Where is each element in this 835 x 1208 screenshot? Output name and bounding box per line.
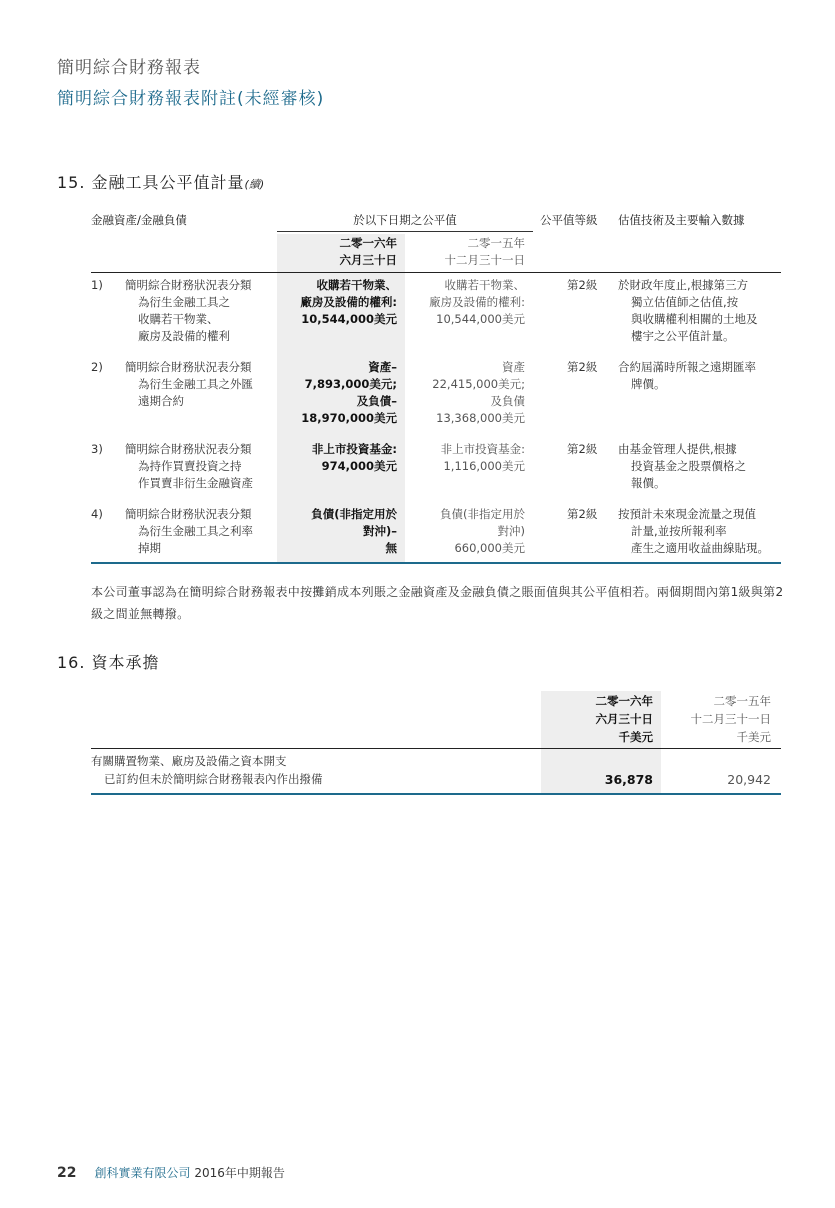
row-3-tech-3: 報價。: [631, 476, 666, 490]
row-2-2016-value-4: 18,970,000美元: [301, 411, 397, 425]
col-2015-date-1: 二零一五年: [467, 236, 525, 250]
row-2-tech-1: 合約屆滿時所報之遠期匯率: [618, 360, 756, 374]
row-1-2015-value-1: 收購若干物業、: [444, 278, 525, 292]
row-2-2015-value-2: 22,415,000美元;: [432, 377, 525, 391]
commitment-label-2: 已訂約但未於簡明綜合財務報表內作出撥備: [104, 772, 323, 786]
commitment-label-1: 有關購置物業、廠房及設備之資本開支: [91, 754, 287, 768]
row-1-desc-3: 收購若干物業、: [138, 312, 219, 326]
row-2-2016-value-2: 7,893,000美元;: [304, 377, 397, 391]
row-4-2016-value-2: 對沖)–: [362, 524, 397, 538]
row-2-2015-value-3: 及負債: [490, 394, 525, 408]
row-3-2015-value-1: 非上市投資基金:: [440, 442, 525, 456]
commit-col-2016-3: 千美元: [618, 730, 653, 744]
fair-value-header-rule: [277, 231, 533, 232]
row-2-2016-value-3: 及負債–: [356, 394, 397, 408]
row-1-tech-2: 獨立估值師之估值,按: [631, 295, 739, 309]
row-3-desc-1: 簡明綜合財務狀況表分類: [125, 442, 252, 456]
row-3-desc-3: 作買賣非衍生金融資產: [138, 476, 253, 490]
row-1-2015-value-2: 廠房及設備的權利:: [429, 295, 525, 309]
col-2016-date-2: 六月三十日: [339, 253, 397, 267]
row-3-2016-value-2: 974,000美元: [321, 459, 397, 473]
row-1-tech-4: 樓宇之公平值計量。: [631, 329, 735, 343]
row-4-2016-value-1: 負債(非指定用於: [311, 507, 397, 521]
row-1-level: 第2級: [567, 278, 598, 292]
row-4-tech-2: 計量,並按所報利率: [631, 524, 727, 538]
page-footer: [57, 1164, 285, 1181]
row-2-2015-value-1: 資產: [502, 360, 525, 374]
page-header-title: 簡明綜合財務報表: [57, 58, 201, 78]
row-3-level: 第2級: [567, 442, 598, 456]
col-header-item: 金融資產/金融負債: [91, 213, 187, 227]
section-15-continued: (續): [244, 178, 265, 191]
row-4-level: 第2級: [567, 507, 598, 521]
row-1-desc-2: 為衍生金融工具之: [138, 295, 230, 309]
row-1-2016-value-3: 10,544,000美元: [301, 312, 397, 326]
row-3-desc-2: 為持作買賣投資之持: [138, 459, 242, 473]
row-2-2015-value-4: 13,368,000美元: [436, 411, 525, 425]
row-1-tech-3: 與收購權利相關的土地及: [631, 312, 758, 326]
row-1-tech-1: 於財政年度止,根據第三方: [618, 278, 749, 292]
row-2-level: 第2級: [567, 360, 598, 374]
row-2-desc-3: 遠期合約: [138, 394, 184, 408]
row-1-desc-4: 廠房及設備的權利: [138, 329, 230, 343]
row-1-2016-value-1: 收購若干物業、: [316, 278, 397, 292]
col-header-level: 公平值等級: [540, 213, 598, 227]
row-4-2016-value-3: 無: [385, 541, 397, 555]
section-15-title: 15. 金融工具公平值計量: [57, 173, 245, 192]
row-4-tech-1: 按預計未來現金流量之現值: [618, 507, 756, 521]
col-header-technique: 估值技術及主要輸入數據: [618, 213, 745, 227]
row-1-number: 1): [91, 278, 103, 292]
commit-col-2015-1: 二零一五年: [713, 694, 771, 708]
row-4-2015-value-3: 660,000美元: [454, 541, 525, 555]
commit-col-2016-2: 六月三十日: [595, 712, 653, 726]
col-2016-date-1: 二零一六年: [339, 236, 397, 250]
row-3-number: 3): [91, 442, 103, 456]
row-4-desc-3: 掉期: [138, 541, 161, 555]
col-2015-date-2: 十二月三十一日: [444, 253, 525, 267]
page-number: 22: [57, 1165, 77, 1181]
commitment-2015-value: 20,942: [727, 772, 771, 787]
table-header-rule: [91, 272, 781, 273]
company-name: 創科實業有限公司: [94, 1166, 191, 1180]
fair-value-note: 本公司董事認為在簡明綜合財務報表中按攤銷成本列賬之金融資產及金融負債之賬面值與其公平值相若。兩個期間內第1級與第2級之間並無轉撥。: [91, 585, 784, 621]
commitment-bottom-rule: [91, 793, 781, 795]
commit-col-2015-2: 十二月三十一日: [690, 712, 771, 726]
section-15-heading: [57, 170, 264, 193]
commit-col-2015-3: 千美元: [736, 730, 771, 744]
row-3-2015-value-2: 1,116,000美元: [443, 459, 525, 473]
section-16-title: 16. 資本承擔: [57, 653, 160, 672]
commitment-2016-value: 36,878: [604, 772, 653, 787]
commit-col-2016-1: 二零一六年: [595, 694, 653, 708]
row-2-2016-value-1: 資產–: [368, 360, 397, 374]
page-header-subtitle: 簡明綜合財務報表附註(未經審核): [57, 89, 325, 109]
row-1-2015-value-3: 10,544,000美元: [436, 312, 525, 326]
row-3-tech-1: 由基金管理人提供,根據: [618, 442, 737, 456]
row-1-2016-value-2: 廠房及設備的權利:: [300, 295, 397, 309]
row-1-desc-1: 簡明綜合財務狀況表分類: [125, 278, 252, 292]
row-4-tech-3: 產生之適用收益曲線貼現。: [631, 541, 769, 555]
row-4-2015-value-1: 負債(非指定用於: [440, 507, 525, 521]
commitment-header-rule: [91, 748, 781, 749]
row-2-desc-2: 為衍生金融工具之外匯: [138, 377, 253, 391]
row-3-2016-value-1: 非上市投資基金:: [311, 442, 397, 456]
row-2-number: 2): [91, 360, 103, 374]
row-4-desc-2: 為衍生金融工具之利率: [138, 524, 253, 538]
row-4-desc-1: 簡明綜合財務狀況表分類: [125, 507, 252, 521]
report-name: 2016年中期報告: [194, 1166, 285, 1180]
row-4-number: 4): [91, 507, 103, 521]
row-2-desc-1: 簡明綜合財務狀況表分類: [125, 360, 252, 374]
row-3-tech-2: 投資基金之股票價格之: [631, 459, 746, 473]
col-header-fair-value: 於以下日期之公平值: [353, 213, 457, 227]
row-4-2015-value-2: 對沖): [497, 524, 525, 538]
table-bottom-rule: [91, 562, 781, 564]
row-2-tech-2: 牌價。: [631, 377, 666, 391]
